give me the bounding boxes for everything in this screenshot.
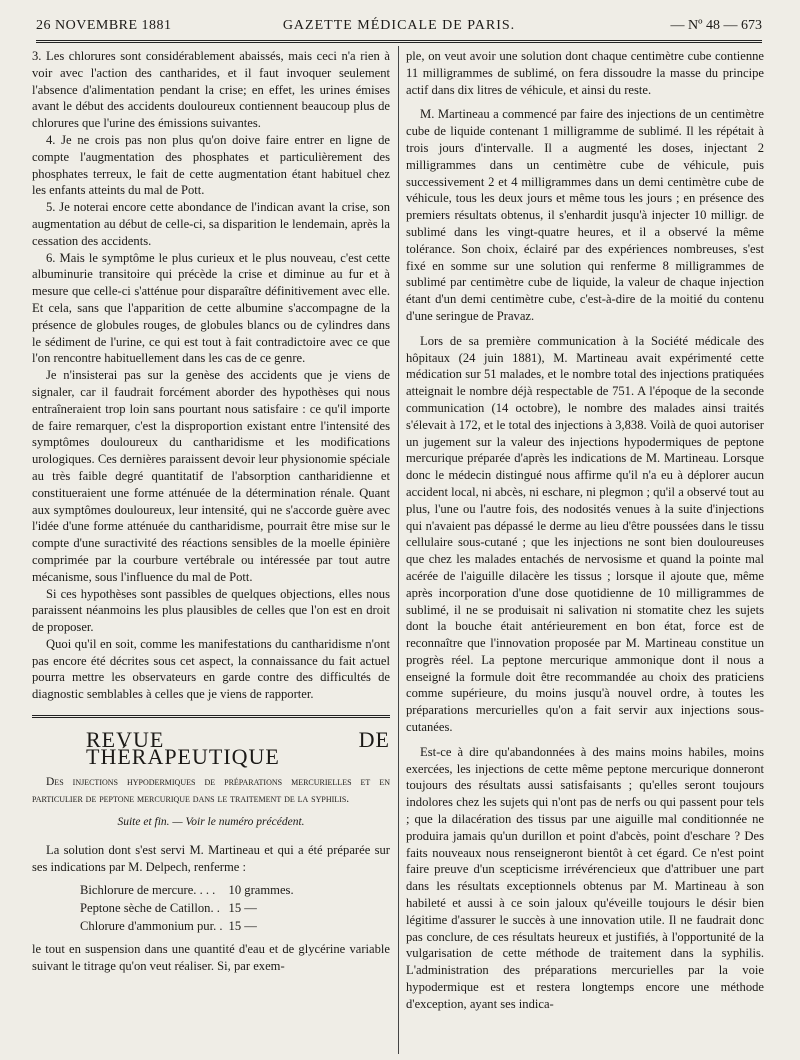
recipe-qty: 15 — xyxy=(228,918,257,933)
paragraph: Lors de sa première communication à la Société médicale des hôpitaux (24 juin 1881), M. Martineau avait expérimenté cette médication sur 51 malades, et le nombre total des injections pratiquées atteignait le nombre déjà respectable de 751. A l'époque de la seconde communication (14 octobre), le nombre des malades ainsi traités s'élevait à 172, et le total des injections à 3,838. Voilà de quoi autoriser un jugement sur la valeur des injections hypodermiques de peptone mercurique préparée d'après les indications de M. Martineau. Lorsque donc le médecin distingué nous affirme qu'il n'a eu à déplorer aucun accident local, ni abcès, ni eschare, ni plegmon ; qu'il a observé tout au plus, l'une ou l'autre fois, des nodosités venues à la suite d'injections qui n'avaient pas dépassé le derme au lieu d'être poussées dans le tissu cellulaire sous-cutané ; que les injections ne sont bien douloureuses que chez les malades entachés de nervosisme et quand la pointe mal acérée de l'aiguille dilacère les tissus ; lorsque il ajoute que, même après incorporation d'une dose quotidienne de 10 milligrammes de sublimé, il ne se produisait ni salivation ni stomatite chez les sujets dont la bouche était antérieurement en bon état, force est de reconnaître que l'innovation proposée par M. Martineau constitue un progrès réel. La peptone mercurique ammonique dont il nous a enseigné la formule doit être recommandée au choix des praticiens comme supérieure, du moins jusqu'à nouvel ordre, à toutes les préparations mercurielles qu'on a fait servir aux injections sous-cutanées. xyxy=(406,333,764,735)
paragraph: La solution dont s'est servi M. Martineau et qui a été préparée sur ses indications par M. Delpech, renferme : xyxy=(32,843,390,875)
recipe-item: Chlorure d'ammonium pur. . xyxy=(80,918,223,933)
recipe-table xyxy=(80,882,300,935)
recipe-row xyxy=(80,882,300,900)
paragraph: ple, on veut avoir une solution dont chaque centimètre cube contienne 11 milligrammes de sublimé, on fera dissoudre la masse du principe actif dans dix litres de véhicule, et ainsi du reste. xyxy=(406,49,764,97)
paragraph: 5. Je noterai encore cette abondance de l'indican avant la crise, son augmentation au début de celle-ci, sa disparition le lendemain, après la cessation des accidents. xyxy=(32,200,390,248)
paragraph: M. Martineau a commencé par faire des injections de un centimètre cube de liquide contenant 1 milligramme de sublimé. Il les répétait à trois jours d'intervalle. Il a augmenté les doses, injectant 2 milligrammes dans un centimètre cube de véhicule, puis successivement 2 et 4 milligrammes dans un demi centimètre cube de véhicule, tous les deux jours et même tous les jours ; en présence des premiers résultats obtenus, il s'enhardit jusqu'à injecter 10 milligr. de sublimé dans les vingt-quatre heures, et il a observé la même tolérance. Son choix, éclairé par des expériences nombreuses, s'est fixé en somme sur une solution qui renferme 8 milligrammes de sublimé par centimètre cube de liquide, la valeur de chaque injection étant d'un demi centimètre cube, c'est-à-dire de la moitié du contenu d'une seringue de Pravaz. xyxy=(406,107,764,323)
paragraph: 3. Les chlorures sont considérablement abaissés, mais ceci n'a rien à voir avec l'action des cantharides, et il faut invoquer seulement l'absence d'alimentation pendant la crise; en effet, les urines émises avant le début des accidents douloureux contiennent beaucoup plus de chlorures que l'urine des émissions suivantes. xyxy=(32,49,390,131)
section-rule xyxy=(32,715,390,718)
recipe-item: Bichlorure de mercure. . . . xyxy=(80,883,216,898)
section-subtitle: Des injections hypodermiques de préparations mercurielles et en particulier de peptone mercurique dans le traitement de la syphilis. xyxy=(32,775,390,805)
column-divider xyxy=(398,46,399,1054)
recipe-qty: 15 — xyxy=(228,900,257,915)
recipe-row xyxy=(80,900,300,918)
paragraph: Est-ce à dire qu'abandonnées à des mains moins habiles, moins exercées, les injections de cette même peptone mercurique donneront toujours des résultats aussi satisfaisants ; qu'elles seront toujours indolores chez les sujets qui n'ont pas de nerfs ou qui passent pour tels ; que la dilacération des tissus par une aiguille mal conditionnée ne produira jamais qu'un durillon et point d'abcès, point d'eschare ? Des faits nouveaux nous renseigneront bientôt à cet égard. Ce n'est point faire preuve d'un scepticisme irrévérencieux que d'attribuer une part dans les résultats exceptionnels obtenus par M. Martineau à son habileté et aussi à ce soin jaloux qu'éveille toujours le désir bien légitime d'assurer le succès à une innovation utile. Il ne faudrait donc pas conclure, de ces résultats heureux et justifiés, à l'opportunité de la vulgarisation de cette méthode de traitement dans la syphilis. L'administration des préparations mercurielles par la voie hypodermique est et restera longtemps encore une méthode d'exception, ayant ses indica- xyxy=(406,744,764,1011)
header-rule xyxy=(36,40,762,43)
issue-date: 26 NOVEMBRE 1881 xyxy=(36,18,172,33)
recipe-item: Peptone sèche de Catillon. . xyxy=(80,900,220,915)
page-header xyxy=(36,14,762,36)
journal-title: GAZETTE MÉDICALE DE PARIS. xyxy=(282,18,516,33)
paragraph: Je n'insisterai pas sur la genèse des accidents que je viens de signaler, car il faudrait forcément aborder des hypothèses qui nous entraîneraient trop loin sans pourtant nous satisfaire : ce qu'il importe de faire remarquer, c'est la disproportion existant entre l'intensité des symptômes douloureux du cantharidisme et les modifications urologiques. Ces dernières paraissent devoir leur physionomie spéciale au très faible degré quantitatif de l'absorption cantharidienne et constitueraient une forme atténuée de la détermination rénale. Quant aux symptômes douloureux, leur intensité, qui ne s'accorde guère avec l'idée d'une forme atténuée du cantharidisme, pourrait être mise sur le compte d'une suractivité des réactions sensibles de la moelle épinière comprimée par la courbure vertébrale ou intéressée par tout autre mécanisme, sous l'influence du mal de Pott. xyxy=(32,368,390,584)
recipe-row xyxy=(80,918,300,936)
left-column xyxy=(32,48,390,975)
recipe-qty: 10 grammes. xyxy=(228,883,294,898)
page-number: — Nº 48 — 673 xyxy=(670,18,762,33)
paragraph: le tout en suspension dans une quantité d'eau et de glycérine variable suivant le titrage qu'on veut réaliser. Si, par exem- xyxy=(32,942,390,974)
section-title: REVUE DE THÉRAPEUTIQUE xyxy=(86,727,390,769)
paragraph: Si ces hypothèses sont passibles de quelques objections, elles nous paraissent néanmoins les plus plausibles de celles que l'on est en droit de proposer. xyxy=(32,586,390,635)
right-column xyxy=(406,48,764,1013)
paragraph: 6. Mais le symptôme le plus curieux et le plus nouveau, c'est cette albuminurie transitoire qui précède la crise et diminue au fur et à mesure que celle-ci s'atténue pour disparaître définitivement avec elle. Et cela, sans que l'apparition de cette albumine s'accompagne de la présence de globules rouges, de globules blancs ou de cylindres dans le sédiment de l'urine, ce qui est tout à fait contradictoire avec ce que l'on rencontre habituellement dans les cas de ce genre. xyxy=(32,250,390,366)
continuation-note: Suite et fin. — Voir le numéro précédent. xyxy=(117,815,305,828)
paragraph: Quoi qu'il en soit, comme les manifestations du cantharidisme n'ont pas encore été décrites sous cet aspect, la connaissance du fait actuel pourra mettre les observateurs en garde contre des difficultés de diagnostic semblables à celles que je viens de rapporter. xyxy=(32,636,390,702)
paragraph: 4. Je ne crois pas non plus qu'on doive faire entrer en ligne de compte l'augmentation des phosphates et particulièrement des phosphates terreux, le fait de cette augmentation étant habituel chez les enfants atteints du mal de Pott. xyxy=(32,132,390,198)
